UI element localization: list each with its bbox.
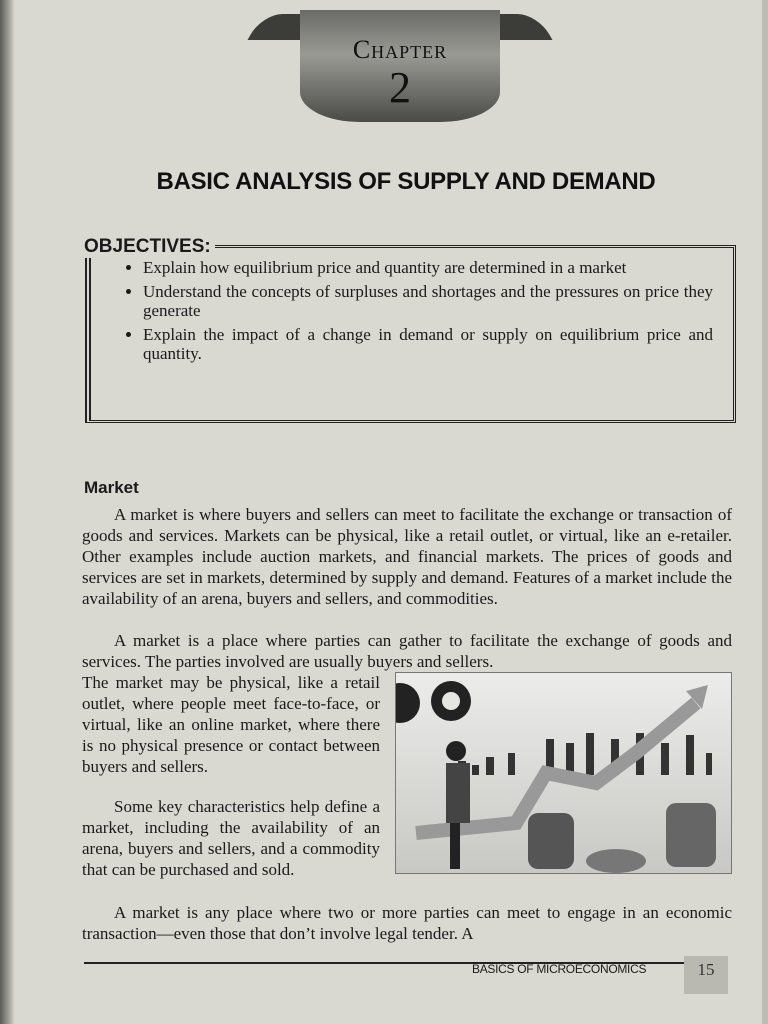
objective-item: • Understand the concepts of surpluses and shortages and the pressures on price they generate (143, 282, 713, 320)
objective-item: • Explain the impact of a change in demand or supply on equilibrium price and quantity. (143, 325, 713, 363)
footer-book-title: BASICS OF MICROECONOMICS (472, 962, 647, 976)
objective-item: • Explain how equilibrium price and quantity are determined in a market (143, 258, 713, 277)
page-number: 15 (684, 956, 728, 994)
book-spine-shadow (0, 0, 14, 1024)
section-heading: Market (84, 478, 139, 497)
chapter-banner (255, 10, 545, 130)
chapter-label: Chapter (352, 35, 448, 64)
chapter-number: 2 (389, 63, 411, 112)
chapter-title: BASIC ANALYSIS OF SUPPLY AND DEMAND (156, 168, 656, 195)
objectives-box (85, 245, 736, 423)
paragraph: The market may be physical, like a retail outlet, where people meet face-to-face, or virtual, like an online market, where there is no physical presence or contact between buyers and sellers. (82, 673, 380, 776)
paragraph: A market is any place where two or more parties can meet to engage in an economic transaction—even those that don’t involve legal tender. A (82, 903, 732, 943)
paragraph: Some key characteristics help define a market, including the availability of an arena, buyers and sellers, and a commodity that can be purchased and sold. (82, 797, 380, 879)
page-edge (762, 0, 768, 1024)
paragraph: A market is where buyers and sellers can meet to facilitate the exchange or transaction of goods and services. Markets can be physical, like a retail outlet, or virtual, like an e-retailer. Other examples include auction markets, and financial markets. The prices of goods and services are set in markets, determined by supply and demand. Features of a market include the availability of an arena, buyers and sellers, and commodities. (82, 505, 732, 608)
objectives-heading: OBJECTIVES: (84, 236, 215, 258)
paragraph: A market is a place where parties can gather to facilitate the exchange of goods and services. The parties involved are usually buyers and sellers. (82, 631, 732, 671)
market-growth-illustration (395, 672, 732, 874)
